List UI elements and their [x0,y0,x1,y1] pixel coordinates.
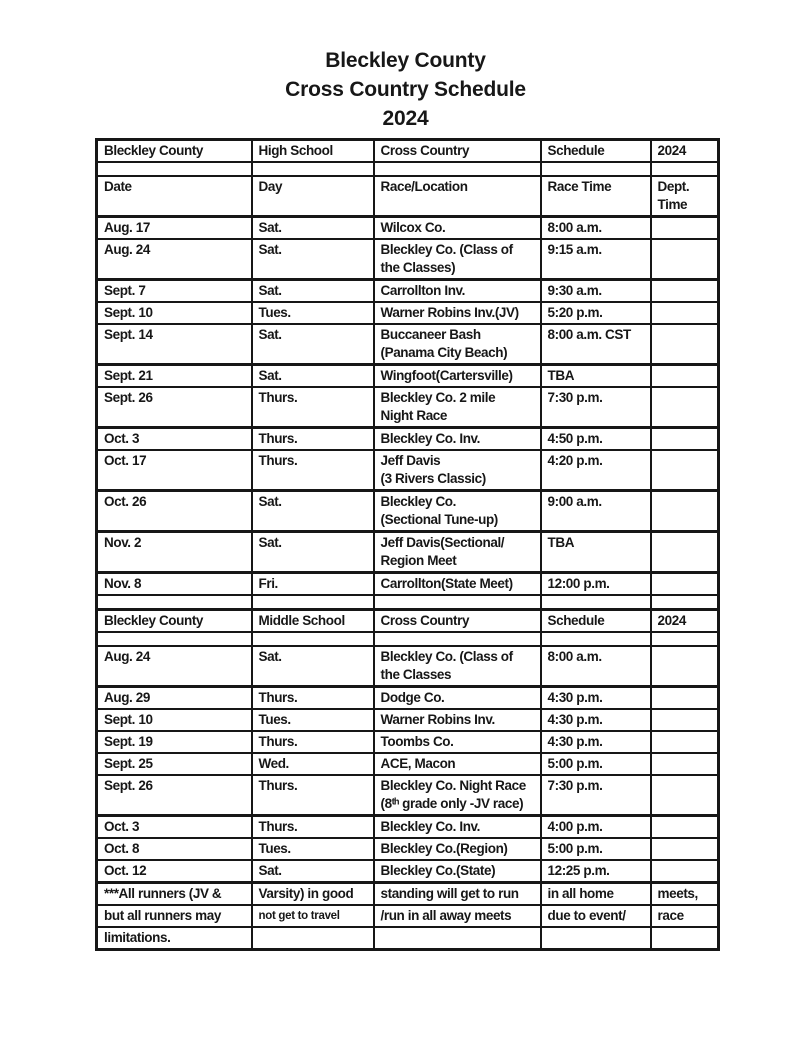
table-cell [374,927,541,950]
table-cell: Oct. 17 [97,450,252,491]
table-cell: 5:00 p.m. [541,753,651,775]
table-cell: Bleckley County [97,610,252,633]
table-cell: Sept. 25 [97,753,252,775]
table-cell: Sat. [252,324,374,365]
table-cell [651,775,719,816]
table-row [97,302,719,324]
table-cell: Carrollton Inv. [374,280,541,303]
table-row [97,731,719,753]
table-cell: 9:15 a.m. [541,239,651,280]
table-row [97,905,719,927]
table-row [97,532,719,573]
table-cell: ACE, Macon [374,753,541,775]
table-cell: Sept. 26 [97,387,252,428]
table-cell: Sept. 19 [97,731,252,753]
table-cell: Thurs. [252,731,374,753]
table-row [97,176,719,217]
table-cell: Warner Robins Inv.(JV) [374,302,541,324]
table-cell: limitations. [97,927,252,950]
table-cell [651,239,719,280]
table-row [97,280,719,303]
table-cell [252,927,374,950]
table-cell: Sept. 10 [97,302,252,324]
table-cell: Varsity) in good [252,883,374,906]
table-cell [651,365,719,388]
table-cell: 4:00 p.m. [541,816,651,839]
table-cell: ***All runners (JV & [97,883,252,906]
table-cell: Day [252,176,374,217]
table-cell: Sat. [252,646,374,687]
table-cell: Oct. 12 [97,860,252,883]
table-cell: TBA [541,365,651,388]
table-cell [651,927,719,950]
document-title [0,0,811,133]
table-cell: due to event/ [541,905,651,927]
table-cell: Buccaneer Bash (Panama City Beach) [374,324,541,365]
table-cell: TBA [541,532,651,573]
table-cell: Fri. [252,573,374,596]
table-cell: Dodge Co. [374,687,541,710]
schedule-table-body [97,140,719,950]
table-cell: Thurs. [252,687,374,710]
table-cell: Schedule [541,140,651,163]
table-cell: Sept. 26 [97,775,252,816]
table-cell: Jeff Davis(Sectional/ Region Meet [374,532,541,573]
table-cell: 4:30 p.m. [541,709,651,731]
table-cell: Oct. 3 [97,428,252,451]
table-cell [651,324,719,365]
table-cell [651,450,719,491]
table-cell: High School [252,140,374,163]
table-row [97,838,719,860]
table-cell: Oct. 26 [97,491,252,532]
table-cell: 2024 [651,610,719,633]
table-cell: Sept. 10 [97,709,252,731]
table-cell: Bleckley Co.(Region) [374,838,541,860]
table-row [97,709,719,731]
table-cell: in all home [541,883,651,906]
table-cell: Warner Robins Inv. [374,709,541,731]
table-cell: Nov. 2 [97,532,252,573]
table-cell [651,860,719,883]
table-cell: Schedule [541,610,651,633]
table-row [97,239,719,280]
table-cell [651,595,719,610]
title-line-1: Bleckley County [325,49,486,72]
table-cell [252,162,374,176]
table-cell: Middle School [252,610,374,633]
table-cell: Wilcox Co. [374,217,541,240]
table-row [97,860,719,883]
table-cell: 4:50 p.m. [541,428,651,451]
table-row [97,217,719,240]
table-cell: Tues. [252,709,374,731]
table-cell [252,595,374,610]
table-row [97,646,719,687]
table-cell [97,595,252,610]
table-cell: 7:30 p.m. [541,775,651,816]
table-cell: Sat. [252,491,374,532]
table-cell: Sat. [252,239,374,280]
table-cell: 12:00 p.m. [541,573,651,596]
table-cell [651,491,719,532]
table-cell: Bleckley Co. 2 mile Night Race [374,387,541,428]
table-cell: Bleckley Co. (Class of the Classes) [374,239,541,280]
table-cell [374,595,541,610]
table-cell: Thurs. [252,387,374,428]
table-cell: Bleckley Co. Inv. [374,428,541,451]
table-cell: Sat. [252,280,374,303]
table-cell: Thurs. [252,450,374,491]
table-cell: Oct. 3 [97,816,252,839]
table-row [97,927,719,950]
table-cell: Bleckley County [97,140,252,163]
table-cell: Cross Country [374,140,541,163]
table-cell [541,162,651,176]
table-cell: meets, [651,883,719,906]
table-row [97,450,719,491]
table-cell: Oct. 8 [97,838,252,860]
table-cell: Date [97,176,252,217]
table-cell: race [651,905,719,927]
title-line-2: Cross Country Schedule [285,78,526,101]
table-cell [651,280,719,303]
table-cell: 7:30 p.m. [541,387,651,428]
table-cell: Aug. 24 [97,239,252,280]
table-cell [541,595,651,610]
table-cell [651,838,719,860]
table-cell: Tues. [252,302,374,324]
table-cell: /run in all away meets [374,905,541,927]
table-cell: Wed. [252,753,374,775]
table-row [97,428,719,451]
table-cell: Aug. 17 [97,217,252,240]
table-row [97,816,719,839]
table-cell: 2024 [651,140,719,163]
table-cell [651,646,719,687]
table-cell [651,753,719,775]
table-row [97,753,719,775]
table-cell [651,816,719,839]
table-cell: 12:25 p.m. [541,860,651,883]
table-cell: Aug. 29 [97,687,252,710]
table-cell: standing will get to run [374,883,541,906]
table-cell: Dept. Time [651,176,719,217]
title-line-3: 2024 [382,107,429,130]
table-cell: Sept. 21 [97,365,252,388]
table-cell: Bleckley Co. Inv. [374,816,541,839]
table-cell: Bleckley Co.(State) [374,860,541,883]
table-row [97,387,719,428]
table-cell: 9:30 a.m. [541,280,651,303]
table-cell [651,573,719,596]
table-cell [97,162,252,176]
table-cell: Sat. [252,365,374,388]
table-cell: 8:00 a.m. [541,646,651,687]
table-row [97,491,719,532]
table-cell: Thurs. [252,775,374,816]
spacer-row [97,632,719,646]
table-cell [374,162,541,176]
table-row [97,775,719,816]
table-cell: Sept. 7 [97,280,252,303]
table-cell: Race/Location [374,176,541,217]
table-cell: Nov. 8 [97,573,252,596]
table-cell: Bleckley Co. Night Race (8ᵗʰ grade only -JV race) [374,775,541,816]
table-cell: Bleckley Co. (Sectional Tune-up) [374,491,541,532]
table-row [97,365,719,388]
table-cell [541,632,651,646]
table-cell: Tues. [252,838,374,860]
table-cell: Toombs Co. [374,731,541,753]
table-cell [541,927,651,950]
table-cell: Wingfoot(Cartersville) [374,365,541,388]
table-row [97,883,719,906]
table-row [97,573,719,596]
table-cell: Thurs. [252,816,374,839]
table-cell [651,217,719,240]
table-cell: 4:20 p.m. [541,450,651,491]
table-cell: 4:30 p.m. [541,731,651,753]
table-cell [651,731,719,753]
table-cell: Jeff Davis (3 Rivers Classic) [374,450,541,491]
table-cell [651,709,719,731]
table-row [97,324,719,365]
table-cell: Sat. [252,532,374,573]
table-cell [651,532,719,573]
table-cell [374,632,541,646]
table-cell: Sat. [252,860,374,883]
table-cell: Thurs. [252,428,374,451]
spacer-row [97,162,719,176]
table-cell [651,302,719,324]
table-cell: not get to travel [252,905,374,927]
table-cell: Race Time [541,176,651,217]
table-cell: 9:00 a.m. [541,491,651,532]
table-cell [252,632,374,646]
table-cell: 5:20 p.m. [541,302,651,324]
table-cell: Sept. 14 [97,324,252,365]
table-cell [651,428,719,451]
table-cell: Sat. [252,217,374,240]
table-row [97,140,719,163]
table-cell: 8:00 a.m. CST [541,324,651,365]
table-cell: Aug. 24 [97,646,252,687]
table-cell: Carrollton(State Meet) [374,573,541,596]
table-cell [651,687,719,710]
table-cell: 5:00 p.m. [541,838,651,860]
table-row [97,687,719,710]
table-cell: 8:00 a.m. [541,217,651,240]
spacer-row [97,595,719,610]
table-cell [651,632,719,646]
table-cell [651,387,719,428]
table-cell [97,632,252,646]
schedule-table [95,138,720,951]
table-cell [651,162,719,176]
table-cell: but all runners may [97,905,252,927]
table-cell: Cross Country [374,610,541,633]
table-cell: Bleckley Co. (Class of the Classes [374,646,541,687]
table-cell: 4:30 p.m. [541,687,651,710]
table-row [97,610,719,633]
